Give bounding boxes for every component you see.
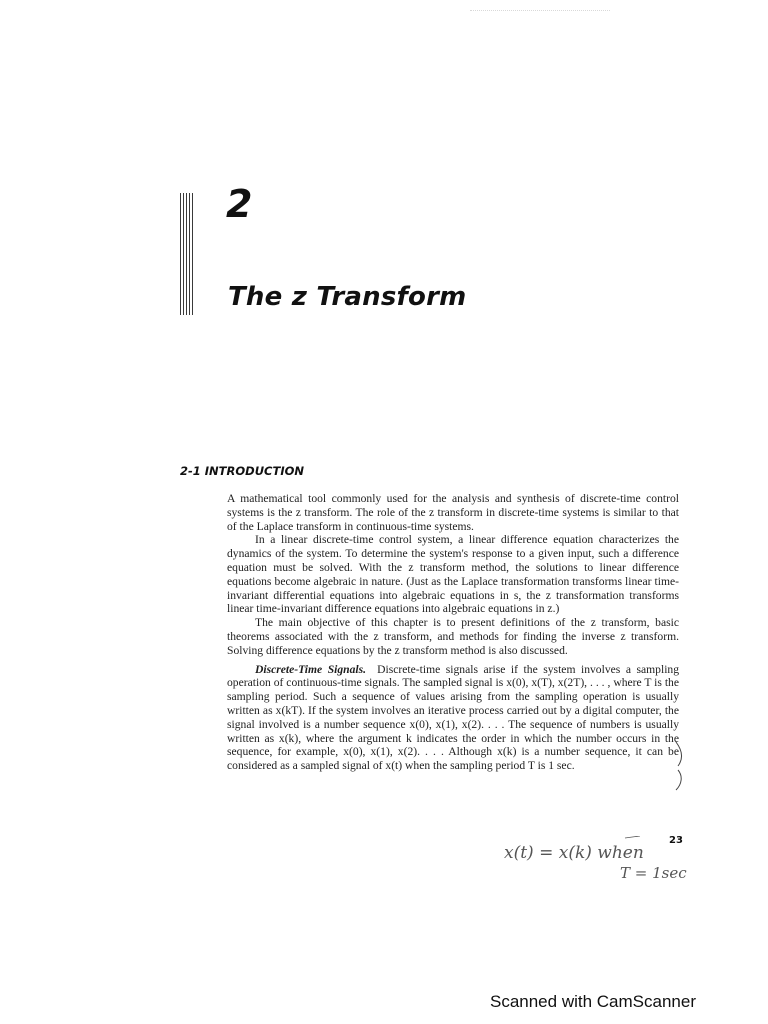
handwritten-note [500, 836, 720, 884]
runin-heading: Discrete-Time Signals. [255, 662, 367, 676]
paragraph-2: In a linear discrete-time control system, a linear difference equation characterizes the dynamics of the system. To determine the system's response to a given input, such a difference equation must be solved. With the z transform method, the solutions to linear difference equations become algebraic in nature. (Just as the Laplace transformation transforms linear time-invariant differential equations into algebraic equations in s, the z transformation transforms linear time-invariant difference equations into algebraic equations in z.) [227, 533, 679, 616]
scan-artifact [470, 10, 610, 12]
handwritten-note-line-2: T = 1sec [620, 864, 687, 882]
page-number: 23 [669, 835, 683, 846]
paragraph-4 [227, 663, 679, 773]
chapter-title: The z Transform [228, 282, 467, 312]
section-heading: 2-1 INTRODUCTION [180, 464, 305, 478]
paragraph-1: A mathematical tool commonly used for the analysis and synthesis of discrete-time control systems is the z transform. The role of the z transform in discrete-time systems is similar to that of the Laplace transform in continuous-time systems. [227, 492, 679, 533]
margin-bracket-mark [668, 740, 688, 800]
chapter-number: 2 [226, 182, 253, 226]
subsection-text: Discrete-time signals arise if the system involves a sampling operation of continuous-time signals. The sampled signal is x(0), x(T), x(2T), . . . , where T is the sampling period. Such a sequence of values arising from the sampling operation is usually written as x(kT). If the system involves an iterative process carried out by a digital computer, the signal involved is a number sequence x(0), x(1), x(2). . . . The sequence of numbers is usually written as x(k), where the argument k indicates the order in which the number occurs in the sequence, for example, x(0), x(1), x(2). . . . Although x(k) is a number sequence, it can be considered as a sampled signal of x(t) when the sampling period T is 1 sec. [227, 662, 680, 773]
body-text [227, 492, 679, 773]
scanner-watermark: Scanned with CamScanner [489, 992, 696, 1011]
paragraph-3: The main objective of this chapter is to present definitions of the z transform, basic theorems associated with the z transform, and methods for finding the inverse z transform. Solving difference equations by the z transform method is also discussed. [227, 616, 679, 657]
chapter-rule-bars [180, 193, 193, 315]
handwritten-note-line-1: x(t) = x(k) when [504, 843, 644, 863]
